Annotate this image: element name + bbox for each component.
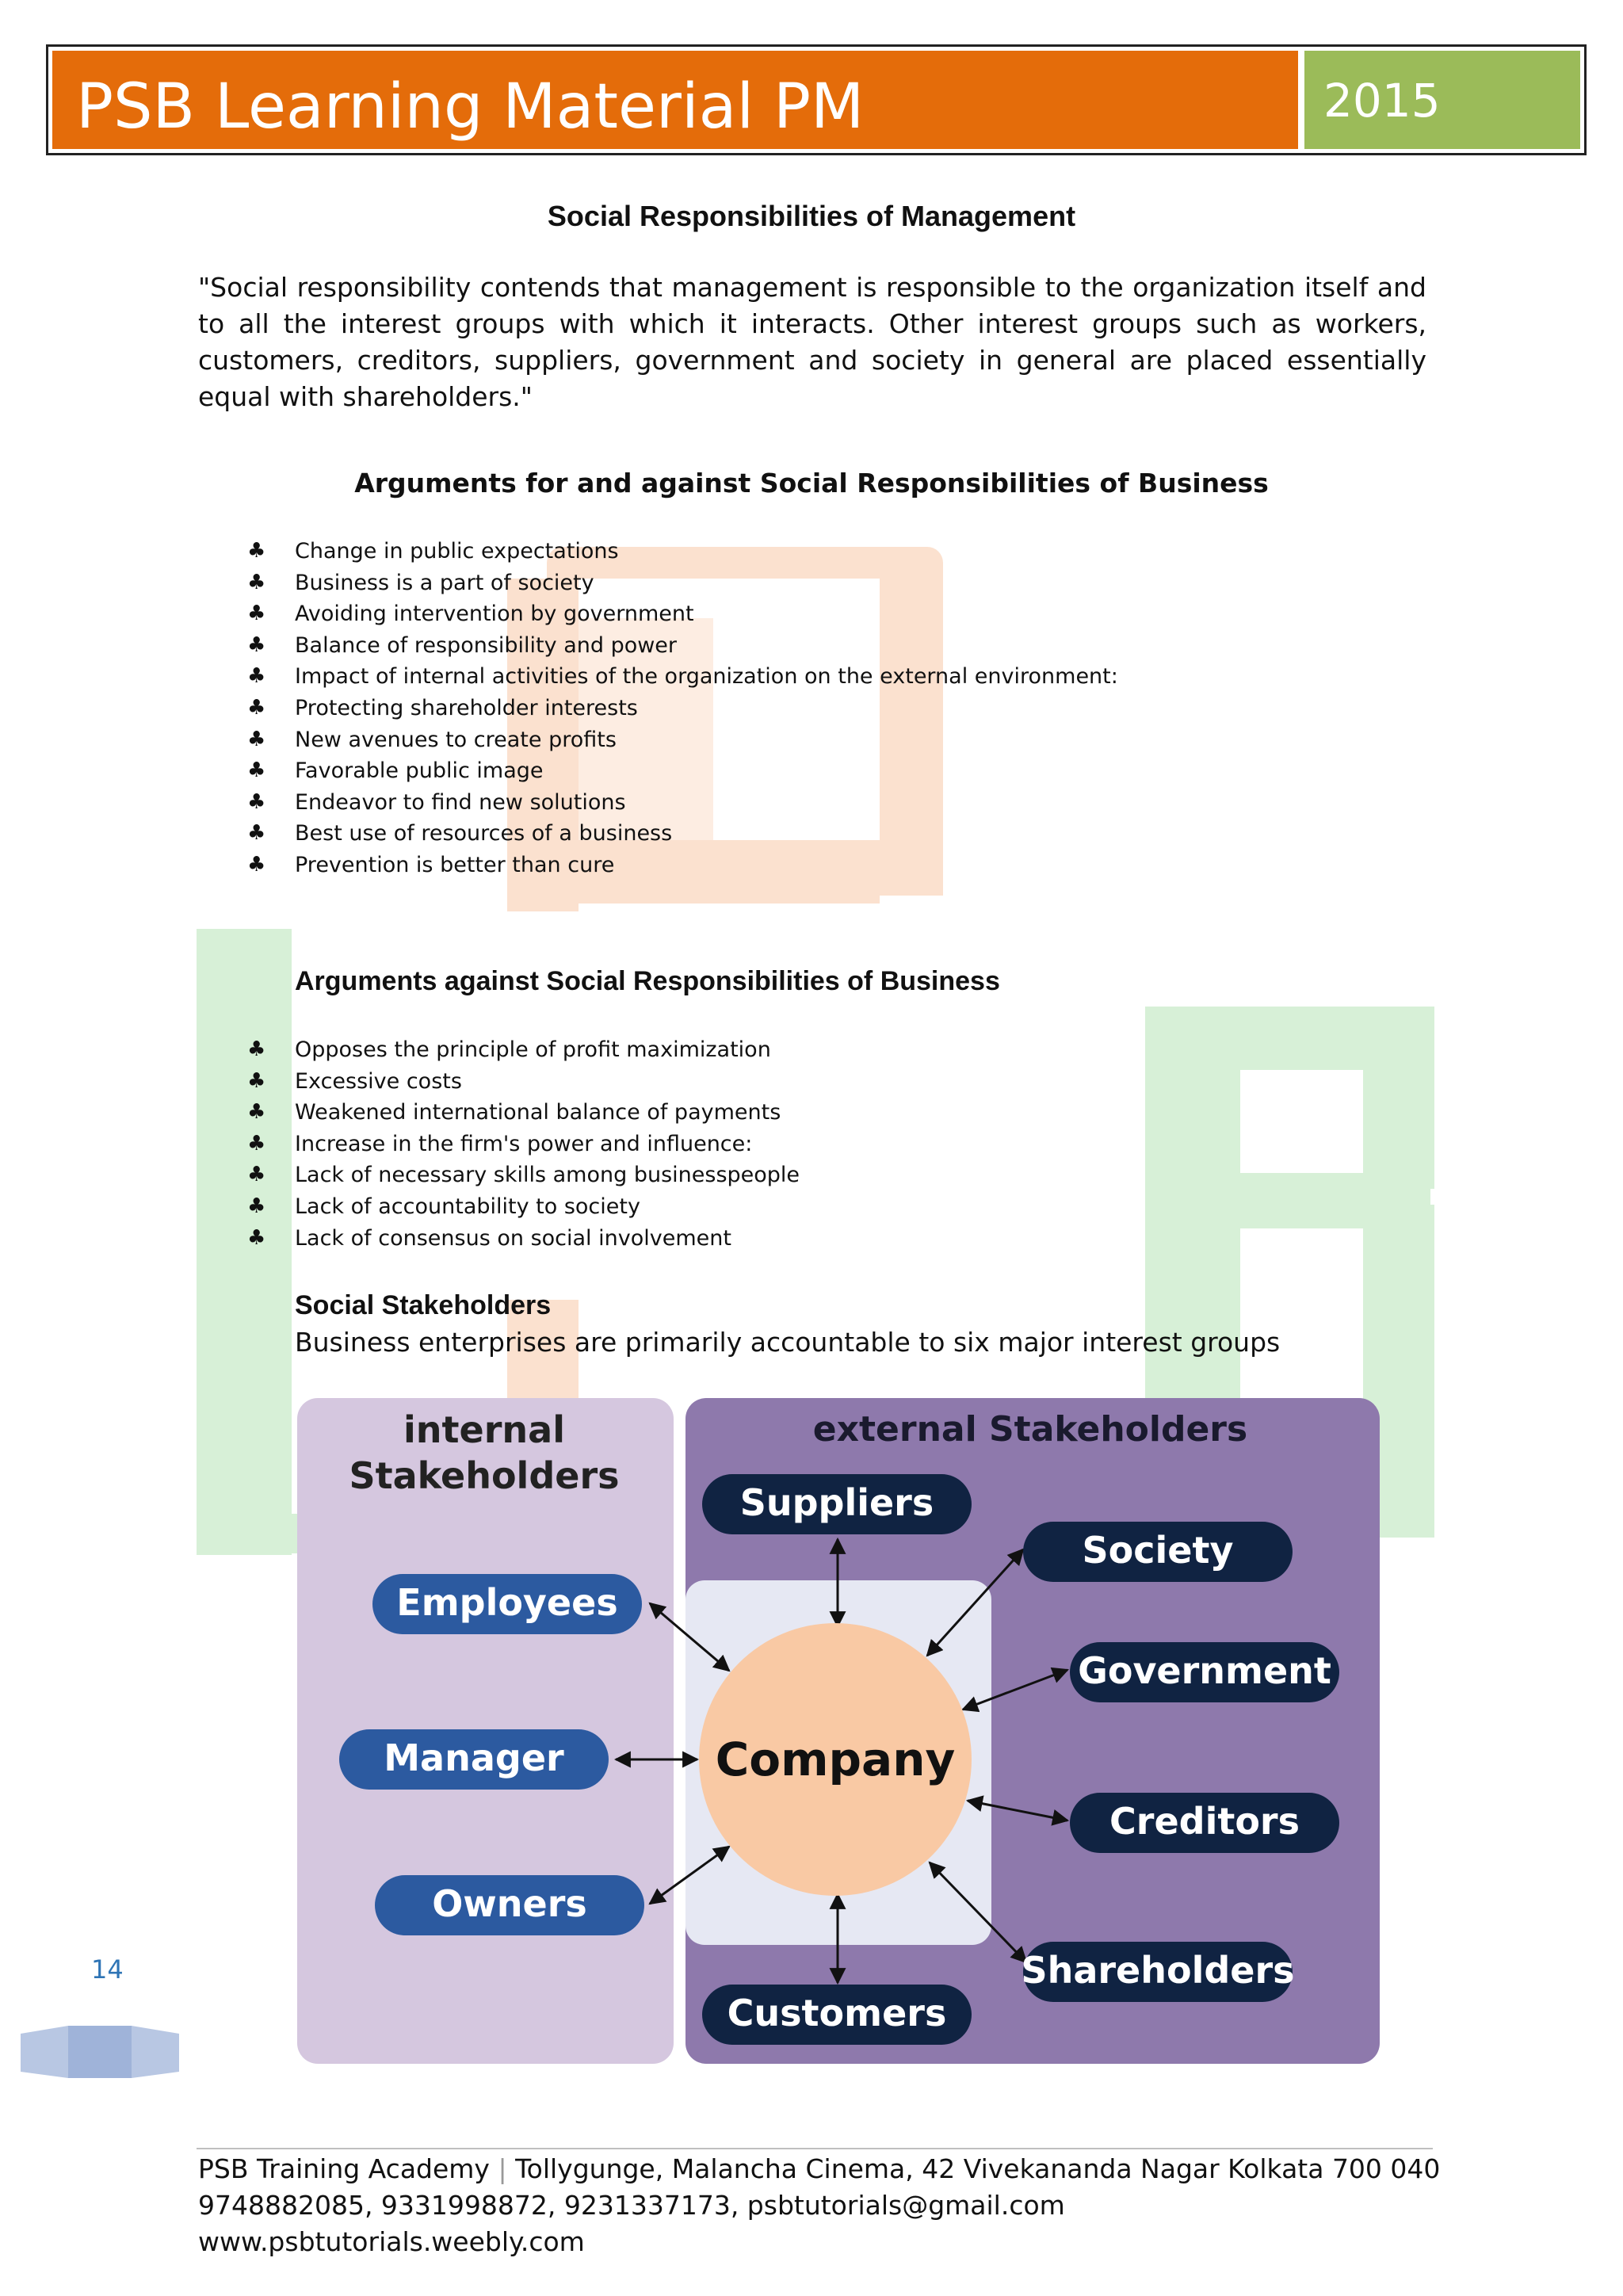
club-bullet-icon: ♣: [247, 664, 266, 689]
external-title: external Stakeholders: [812, 1409, 1248, 1450]
club-bullet-icon: ♣: [247, 727, 266, 751]
footer-location: Tollygunge, Malancha Cinema, 42 Vivekananda Nagar Kolkata 700 040: [515, 2153, 1441, 2184]
list-item: [247, 1223, 800, 1255]
list-item-text: New avenues to create profits: [295, 727, 617, 752]
list-item: [247, 693, 1118, 724]
manager-label: Manager: [384, 1736, 564, 1779]
club-bullet-icon: ♣: [247, 1100, 266, 1125]
club-bullet-icon: ♣: [247, 570, 266, 594]
club-bullet-icon: ♣: [247, 758, 266, 783]
list-item: [247, 630, 1118, 662]
list-item: [247, 661, 1118, 693]
footer-address: [198, 2151, 1440, 2187]
arguments-against-list: [247, 1034, 800, 1254]
list-item-text: Business is a part of society: [295, 570, 594, 595]
list-item: [247, 1066, 800, 1098]
club-bullet-icon: ♣: [247, 1037, 266, 1061]
list-item-text: Protecting shareholder interests: [295, 695, 638, 720]
section-title: Social Responsibilities of Management: [547, 200, 1076, 232]
list-item: [247, 787, 1118, 819]
page-number: 14: [91, 1954, 124, 1985]
list-item: [247, 598, 1118, 630]
arguments-for-list: [247, 536, 1118, 881]
list-item-text: Weakened international balance of payments: [295, 1100, 781, 1125]
club-bullet-icon: ♣: [247, 852, 266, 877]
footer-contacts: 9748882085, 9331998872, 9231337173, psbtutorials@gmail.com: [198, 2190, 1065, 2221]
footer-academy: PSB Training Academy: [198, 2153, 490, 2184]
list-item-text: Avoiding intervention by government: [295, 602, 694, 627]
club-bullet-icon: ♣: [247, 1194, 266, 1218]
shareholders-label: Shareholders: [1021, 1949, 1295, 1992]
employees-label: Employees: [396, 1581, 618, 1624]
list-item-text: Impact of internal activities of the organization on the external environment:: [295, 664, 1118, 690]
list-item: [247, 567, 1118, 599]
club-bullet-icon: ♣: [247, 695, 266, 720]
arguments-for-title: Arguments for and against Social Responsibilities of Business: [354, 468, 1269, 499]
list-item-text: Prevention is better than cure: [295, 852, 615, 877]
list-item-text: Favorable public image: [295, 758, 544, 784]
society-label: Society: [1082, 1529, 1234, 1572]
list-item-text: Lack of consensus on social involvement: [295, 1225, 731, 1251]
list-item: [247, 536, 1118, 567]
list-item: [247, 1129, 800, 1160]
list-item-text: Best use of resources of a business: [295, 821, 673, 846]
stakeholders-title: Social Stakeholders: [295, 1290, 552, 1320]
list-item: [247, 818, 1118, 850]
club-bullet-icon: ♣: [247, 1131, 266, 1156]
club-bullet-icon: ♣: [247, 632, 266, 657]
footer-website: www.psbtutorials.weebly.com: [198, 2226, 585, 2257]
list-item: [247, 1097, 800, 1129]
page-tab-decoration: [21, 2023, 179, 2080]
list-item: [247, 724, 1118, 756]
header-year: 2015: [1323, 74, 1441, 128]
club-bullet-icon: ♣: [247, 1225, 266, 1250]
list-item-text: Change in public expectations: [295, 539, 619, 563]
customers-label: Customers: [727, 1992, 947, 2034]
club-bullet-icon: ♣: [247, 789, 266, 814]
list-item: [247, 1034, 800, 1066]
club-bullet-icon: ♣: [247, 821, 266, 846]
list-item-text: Excessive costs: [295, 1068, 462, 1094]
internal-title-line1: internal: [403, 1408, 565, 1451]
list-item-text: Balance of responsibility and power: [295, 632, 678, 658]
definition-quote: "Social responsibility contends that management is responsible to the organization itself and to all the interest groups with which it interacts. Other interest groups such as workers, customers, creditors, suppliers, government and society in general are placed essentially equal with shareholders.": [198, 272, 1426, 412]
club-bullet-icon: ♣: [247, 539, 266, 563]
footer-divider: [197, 2148, 1433, 2149]
owners-label: Owners: [432, 1882, 587, 1925]
footer-separator: |: [498, 2153, 507, 2184]
list-item: [247, 1159, 800, 1191]
list-item-text: Lack of necessary skills among businesspeople: [295, 1163, 800, 1188]
arguments-against-title: Arguments against Social Responsibilities of Business: [295, 966, 1000, 996]
club-bullet-icon: ♣: [247, 602, 266, 626]
list-item-text: Opposes the principle of profit maximization: [295, 1037, 771, 1062]
header-title: PSB Learning Material PM: [76, 71, 865, 143]
club-bullet-icon: ♣: [247, 1163, 266, 1187]
government-label: Government: [1078, 1649, 1331, 1692]
internal-title-line2: Stakeholders: [349, 1454, 620, 1497]
list-item: [247, 1191, 800, 1223]
stakeholders-diagram: [297, 1396, 1383, 2065]
list-item-text: Increase in the firm's power and influence:: [295, 1131, 753, 1156]
list-item-text: Endeavor to find new solutions: [295, 789, 626, 815]
stakeholders-subtitle: Business enterprises are primarily accountable to six major interest groups: [295, 1327, 1281, 1358]
creditors-label: Creditors: [1109, 1800, 1300, 1843]
suppliers-label: Suppliers: [739, 1481, 934, 1524]
club-bullet-icon: ♣: [247, 1068, 266, 1093]
list-item: [247, 850, 1118, 881]
list-item: [247, 755, 1118, 787]
list-item-text: Lack of accountability to society: [295, 1194, 640, 1219]
company-label: Company: [715, 1733, 956, 1786]
